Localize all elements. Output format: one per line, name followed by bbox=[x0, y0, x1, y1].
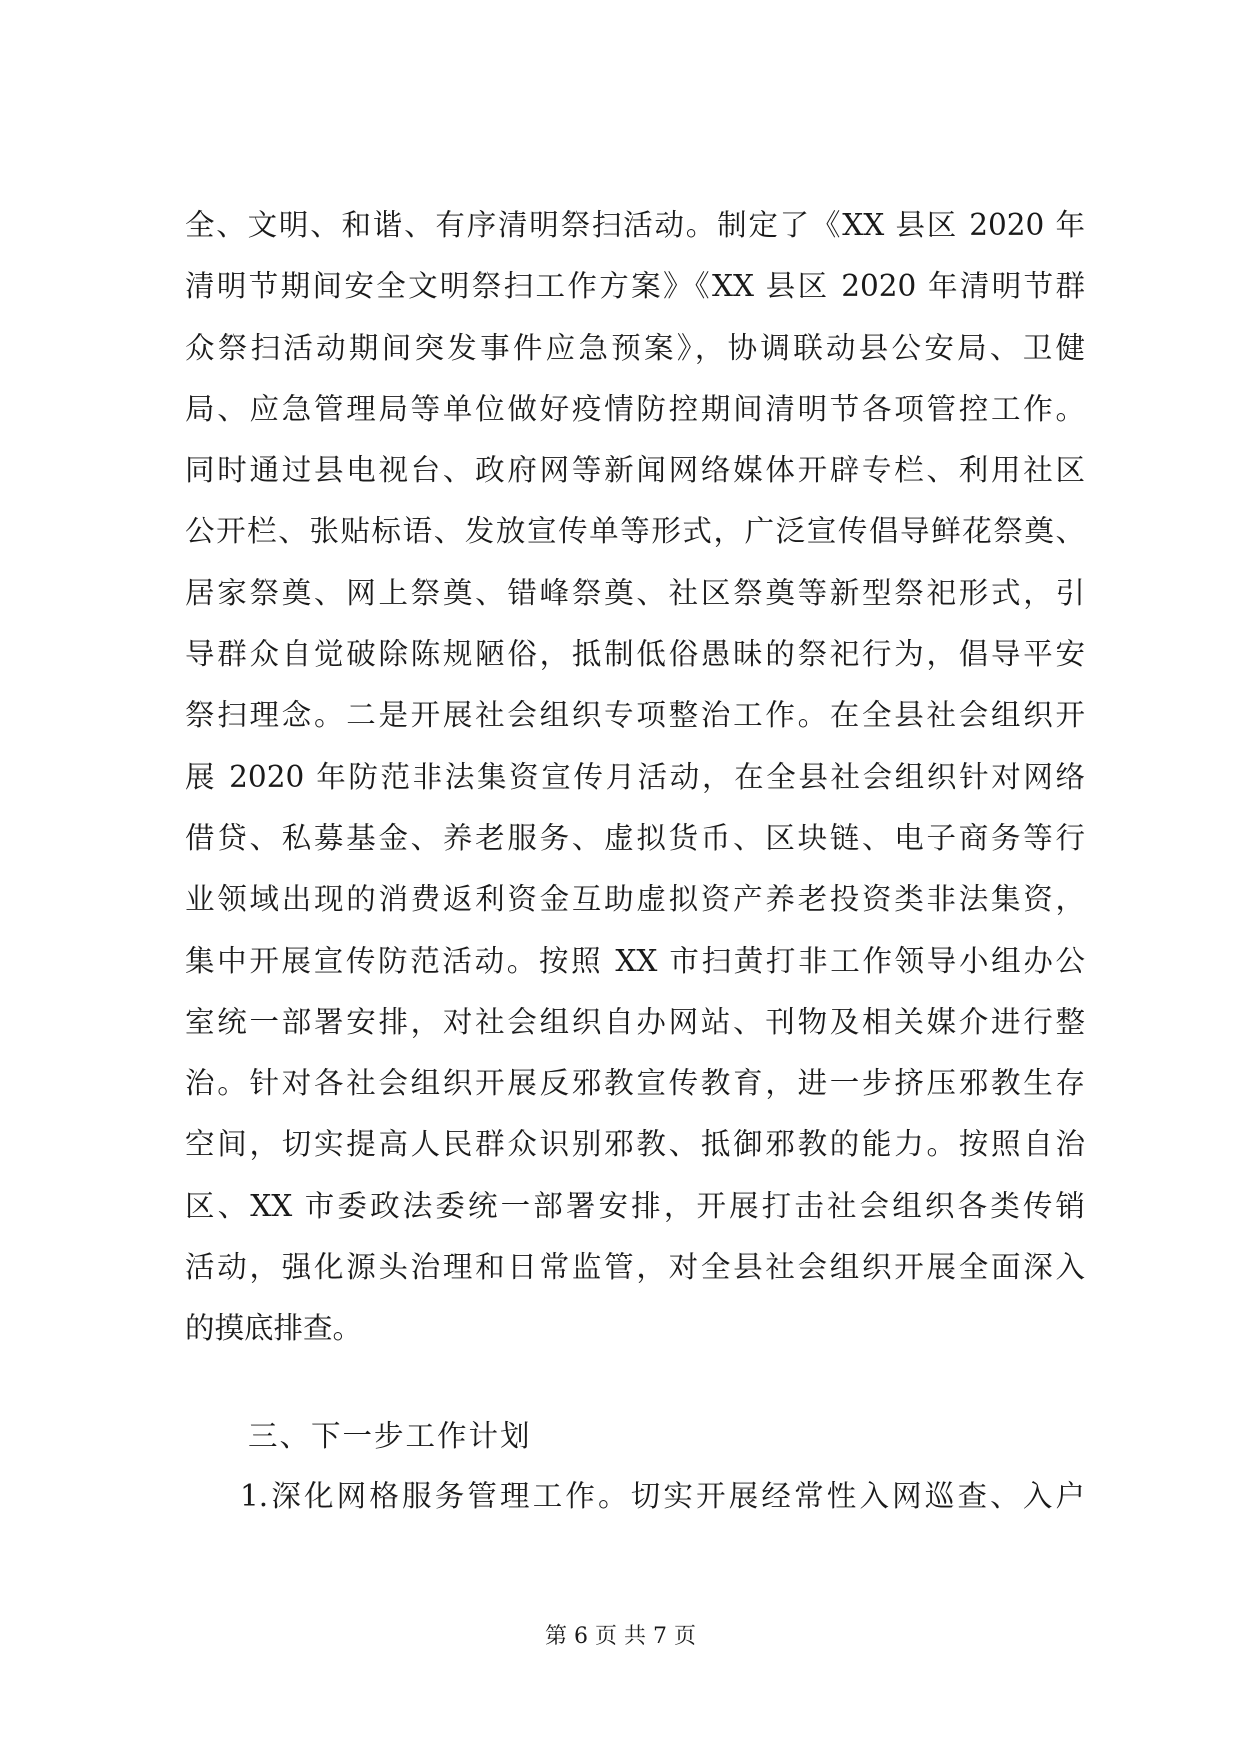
paragraph-line: 展 2020 年防范非法集资宣传月活动，在全县社会组织针对网络 bbox=[185, 759, 1085, 794]
paragraph-line: 集中开展宣传防范活动。按照 XX 市扫黄打非工作领导小组办公 bbox=[185, 943, 1085, 978]
paragraph-line: 区、XX 市委政法委统一部署安排，开展打击社会组织各类传销 bbox=[185, 1188, 1085, 1223]
plan-item-1: 1.深化网格服务管理工作。切实开展经常性入网巡查、入户 bbox=[240, 1479, 1085, 1513]
paragraph-line: 祭扫理念。二是开展社会组织专项整治工作。在全县社会组织开 bbox=[185, 698, 1085, 733]
section-heading: 三、下一步工作计划 bbox=[248, 1419, 532, 1453]
paragraph-line: 的摸底排查。 bbox=[185, 1311, 363, 1346]
paragraph-line: 清明节期间安全文明祭扫工作方案》《XX 县区 2020 年清明节群 bbox=[185, 269, 1085, 304]
paragraph-line: 同时通过县电视台、政府网等新闻网络媒体开辟专栏、利用社区 bbox=[185, 453, 1085, 488]
paragraph-line: 公开栏、张贴标语、发放宣传单等形式，广泛宣传倡导鲜花祭奠、 bbox=[185, 514, 1085, 549]
paragraph-line: 居家祭奠、网上祭奠、错峰祭奠、社区祭奠等新型祭祀形式，引 bbox=[185, 575, 1085, 610]
paragraph-line: 室统一部署安排，对社会组织自办网站、刊物及相关媒介进行整 bbox=[185, 1004, 1085, 1039]
page-number-footer: 第 6 页 共 7 页 bbox=[545, 1624, 696, 1649]
paragraph-line: 借贷、私募基金、养老服务、虚拟货币、区块链、电子商务等行 bbox=[185, 820, 1085, 855]
paragraph-line: 导群众自觉破除陈规陋俗，抵制低俗愚昧的祭祀行为，倡导平安 bbox=[185, 637, 1085, 672]
paragraph-line: 众祭扫活动期间突发事件应急预案》，协调联动县公安局、卫健 bbox=[185, 330, 1085, 365]
paragraph-line: 全、文明、和谐、有序清明祭扫活动。制定了《XX 县区 2020 年 bbox=[185, 208, 1085, 242]
paragraph-line: 业领域出现的消费返利资金互助虚拟资产养老投资类非法集资， bbox=[185, 882, 1085, 917]
paragraph-line: 活动，强化源头治理和日常监管，对全县社会组织开展全面深入 bbox=[185, 1250, 1085, 1285]
paragraph-line: 治。针对各社会组织开展反邪教宣传教育，进一步挤压邪教生存 bbox=[185, 1066, 1085, 1101]
body-paragraph bbox=[185, 195, 1085, 1360]
paragraph-line: 局、应急管理局等单位做好疫情防控期间清明节各项管控工作。 bbox=[185, 391, 1085, 426]
paragraph-line: 空间，切实提高人民群众识别邪教、抵御邪教的能力。按照自治 bbox=[185, 1127, 1085, 1162]
